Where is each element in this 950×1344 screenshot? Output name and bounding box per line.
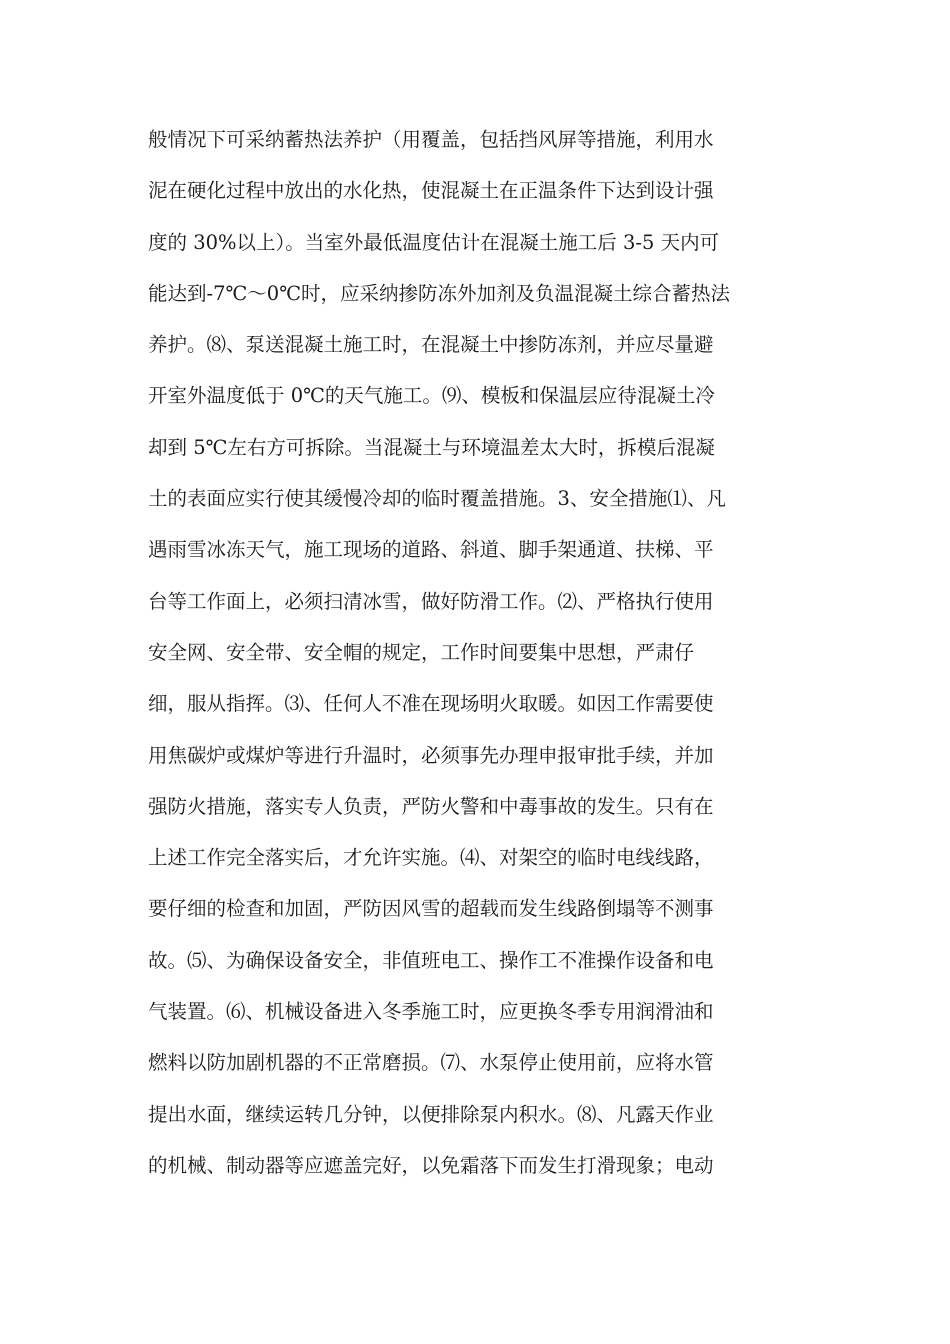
text-line: 要仔细的检查和加固，严防因风雪的超载而发生线路倒塌等不测事 bbox=[148, 897, 714, 921]
text-line: 强防火措施，落实专人负责，严防火警和中毒事故的发生。只有在 bbox=[148, 794, 714, 818]
text-line: 土的表面应实行使其缓慢冷却的临时覆盖措施。3、安全措施⑴、凡 bbox=[148, 487, 726, 511]
text-line: 燃料以防加剧机器的不正常磨损。⑺、水泵停止使用前，应将水管 bbox=[148, 1051, 714, 1075]
text-line: 泥在硬化过程中放出的水化热，使混凝土在正温条件下达到设计强 bbox=[148, 179, 714, 203]
text-line: 却到 5℃左右方可拆除。当混凝土与环境温差太大时，拆模后混凝 bbox=[148, 435, 715, 459]
text-line: 般情况下可采纳蓄热法养护（用覆盖，包括挡风屏等措施，利用水 bbox=[148, 128, 714, 151]
text-line: 的机械、制动器等应遮盖完好，以免霜落下而发生打滑现象；电动 bbox=[148, 1153, 714, 1177]
text-line: 度的 30%以上）。当室外最低温度估计在混凝土施工后 3-5 天内可 bbox=[148, 230, 720, 254]
text-line: 故。⑸、为确保设备安全，非值班电工、操作工不准操作设备和电 bbox=[148, 948, 714, 972]
text-line: 遇雨雪冰冻天气，施工现场的道路、斜道、脚手架通道、扶梯、平 bbox=[148, 538, 714, 562]
text-line: 能达到-7℃～0℃时，应采纳掺防冻外加剂及负温混凝土综合蓄热法 bbox=[148, 281, 731, 305]
text-line: 提出水面，继续运转几分钟，以便排除泵内积水。⑻、凡露天作业 bbox=[148, 1102, 714, 1126]
text-line: 开室外温度低于 0℃的天气施工。⑼、模板和保温层应待混凝土冷 bbox=[148, 384, 715, 408]
text-line: 养护。⑻、泵送混凝土施工时，在混凝土中掺防冻剂，并应尽量避 bbox=[148, 333, 714, 357]
body-text bbox=[148, 114, 828, 1191]
text-line: 气装置。⑹、机械设备进入冬季施工时，应更换冬季专用润滑油和 bbox=[148, 1000, 714, 1024]
text-line: 细，服从指挥。⑶、任何人不准在现场明火取暖。如因工作需要使 bbox=[148, 692, 714, 716]
text-line: 台等工作面上，必须扫清冰雪，做好防滑工作。⑵、严格执行使用 bbox=[148, 589, 714, 613]
text-line: 用焦碳炉或煤炉等进行升温时，必须事先办理申报审批手续，并加 bbox=[148, 743, 714, 767]
text-line: 上述工作完全落实后，才允许实施。⑷、对架空的临时电线线路， bbox=[148, 846, 714, 870]
text-line: 安全网、安全带、安全帽的规定，工作时间要集中思想，严肃仔 bbox=[148, 640, 695, 664]
